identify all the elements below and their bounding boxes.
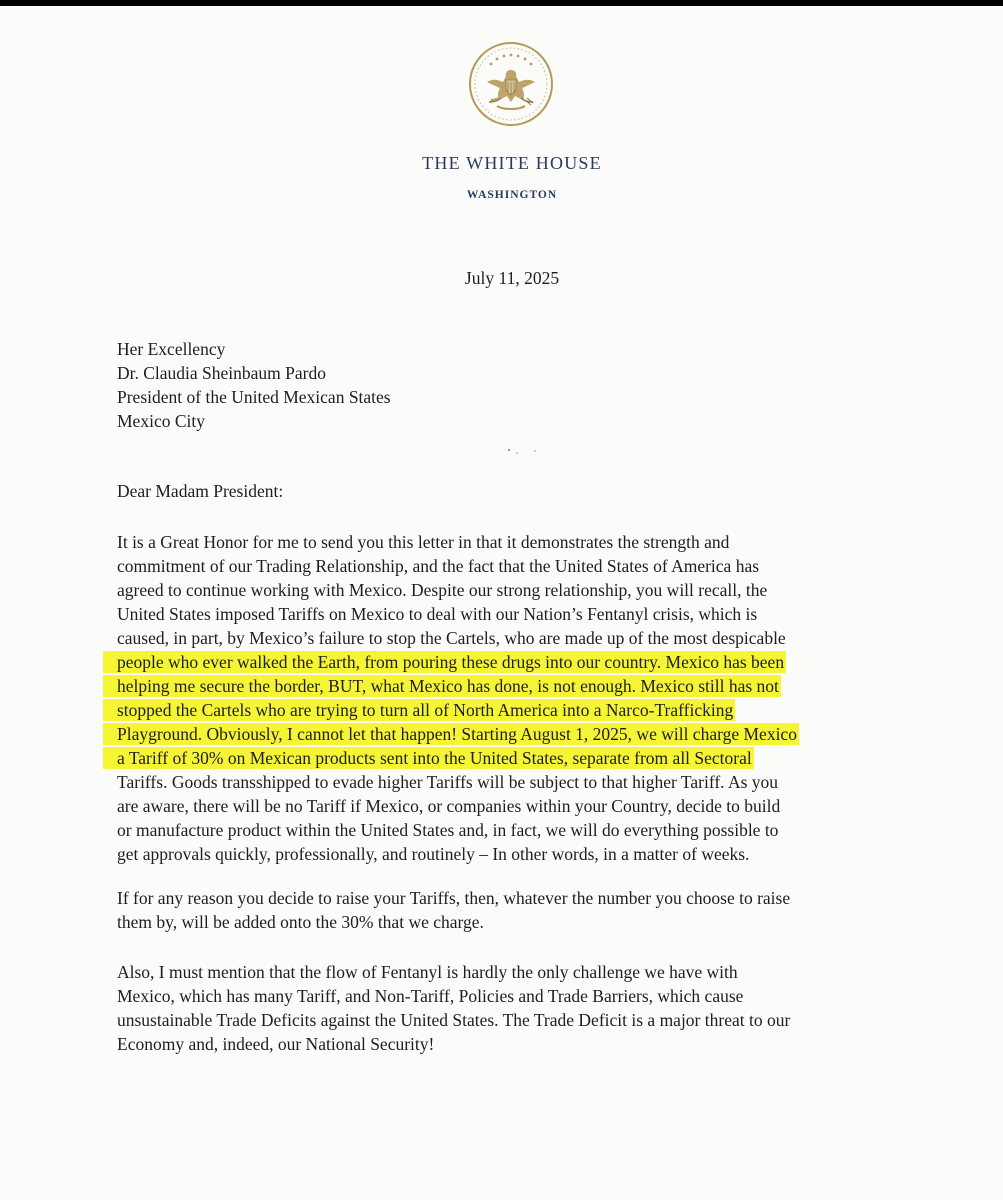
- text-line: [117, 910, 790, 934]
- highlighted-text: a Tariff of 30% on Mexican products sent into the United States, separate from all Sectoral: [103, 747, 754, 769]
- recipient-line: President of the United Mexican States: [117, 387, 391, 407]
- text-line: [117, 602, 799, 626]
- line-text: unsustainable Trade Deficits against the United States. The Trade Deficit is a major threat to our: [117, 1010, 791, 1030]
- line-text: It is a Great Honor for me to send you this letter in that it demonstrates the strength and: [117, 532, 730, 552]
- line-text: Mexico, which has many Tariff, and Non-Tariff, Policies and Trade Barriers, which cause: [117, 986, 744, 1006]
- paragraph: [117, 886, 790, 934]
- text-line: [117, 530, 799, 554]
- line-text: them by, will be added onto the 30% that we charge.: [117, 912, 484, 932]
- text-line: [117, 626, 799, 650]
- letterhead-title: THE WHITE HOUSE: [422, 153, 602, 173]
- text-line: [117, 746, 799, 770]
- line-text: get approvals quickly, professionally, and routinely – In other words, in a matter of weeks.: [117, 844, 750, 864]
- line-text: commitment of our Trading Relationship, and the fact that the United States of America has: [117, 556, 760, 576]
- line-text: United States imposed Tariffs on Mexico to deal with our Nation’s Fentanyl crisis, which is: [117, 604, 758, 624]
- letterhead-subtitle: WASHINGTON: [466, 189, 558, 201]
- text-line: [117, 960, 790, 984]
- text-line: [117, 554, 799, 578]
- text-line: [117, 818, 799, 842]
- recipient-line: Dr. Claudia Sheinbaum Pardo: [117, 363, 327, 383]
- letter-date: July 11, 2025: [464, 268, 560, 288]
- line-text: agreed to continue working with Mexico. Despite our strong relationship, you will recall, the: [117, 580, 768, 600]
- salutation: Dear Madam President:: [117, 481, 284, 501]
- line-text: Tariffs. Goods transshipped to evade higher Tariffs will be subject to that higher Tariff. As you: [117, 772, 779, 792]
- paragraph: [117, 960, 790, 1056]
- text-line: [117, 650, 799, 674]
- highlighted-text: helping me secure the border, BUT, what Mexico has done, is not enough. Mexico still has not: [103, 675, 781, 697]
- text-line: [117, 794, 799, 818]
- text-line: [117, 578, 799, 602]
- recipient-line: Mexico City: [117, 411, 205, 431]
- text-line: [117, 722, 799, 746]
- line-text: or manufacture product within the United States and, in fact, we will do everything possible to: [117, 820, 779, 840]
- text-line: [117, 984, 790, 1008]
- text-line: [117, 1008, 790, 1032]
- paragraph: [117, 530, 799, 866]
- line-text: If for any reason you decide to raise your Tariffs, then, whatever the number you choose to raise: [117, 888, 791, 908]
- line-text: are aware, there will be no Tariff if Mexico, or companies within your Country, decide to build: [117, 796, 781, 816]
- line-text: Also, I must mention that the flow of Fentanyl is hardly the only challenge we have with: [117, 962, 738, 982]
- text-line: [117, 842, 799, 866]
- presidential-seal-icon: [467, 40, 555, 128]
- text-line: [117, 886, 790, 910]
- text-line: [117, 770, 799, 794]
- text-line: [117, 1032, 790, 1056]
- text-line: [117, 674, 799, 698]
- recipient-line: Her Excellency: [117, 339, 226, 359]
- highlighted-text: stopped the Cartels who are trying to turn all of North America into a Narco-Trafficking: [103, 699, 735, 721]
- paper-specks: [505, 445, 545, 457]
- highlighted-text: Playground. Obviously, I cannot let that happen! Starting August 1, 2025, we will charge Mexico: [103, 723, 799, 745]
- line-text: Economy and, indeed, our National Security!: [117, 1034, 435, 1054]
- line-text: caused, in part, by Mexico’s failure to stop the Cartels, who are made up of the most despicable: [117, 628, 786, 648]
- highlighted-text: people who ever walked the Earth, from pouring these drugs into our country. Mexico has been: [103, 651, 786, 673]
- recipient-address: [117, 337, 391, 433]
- text-line: [117, 698, 799, 722]
